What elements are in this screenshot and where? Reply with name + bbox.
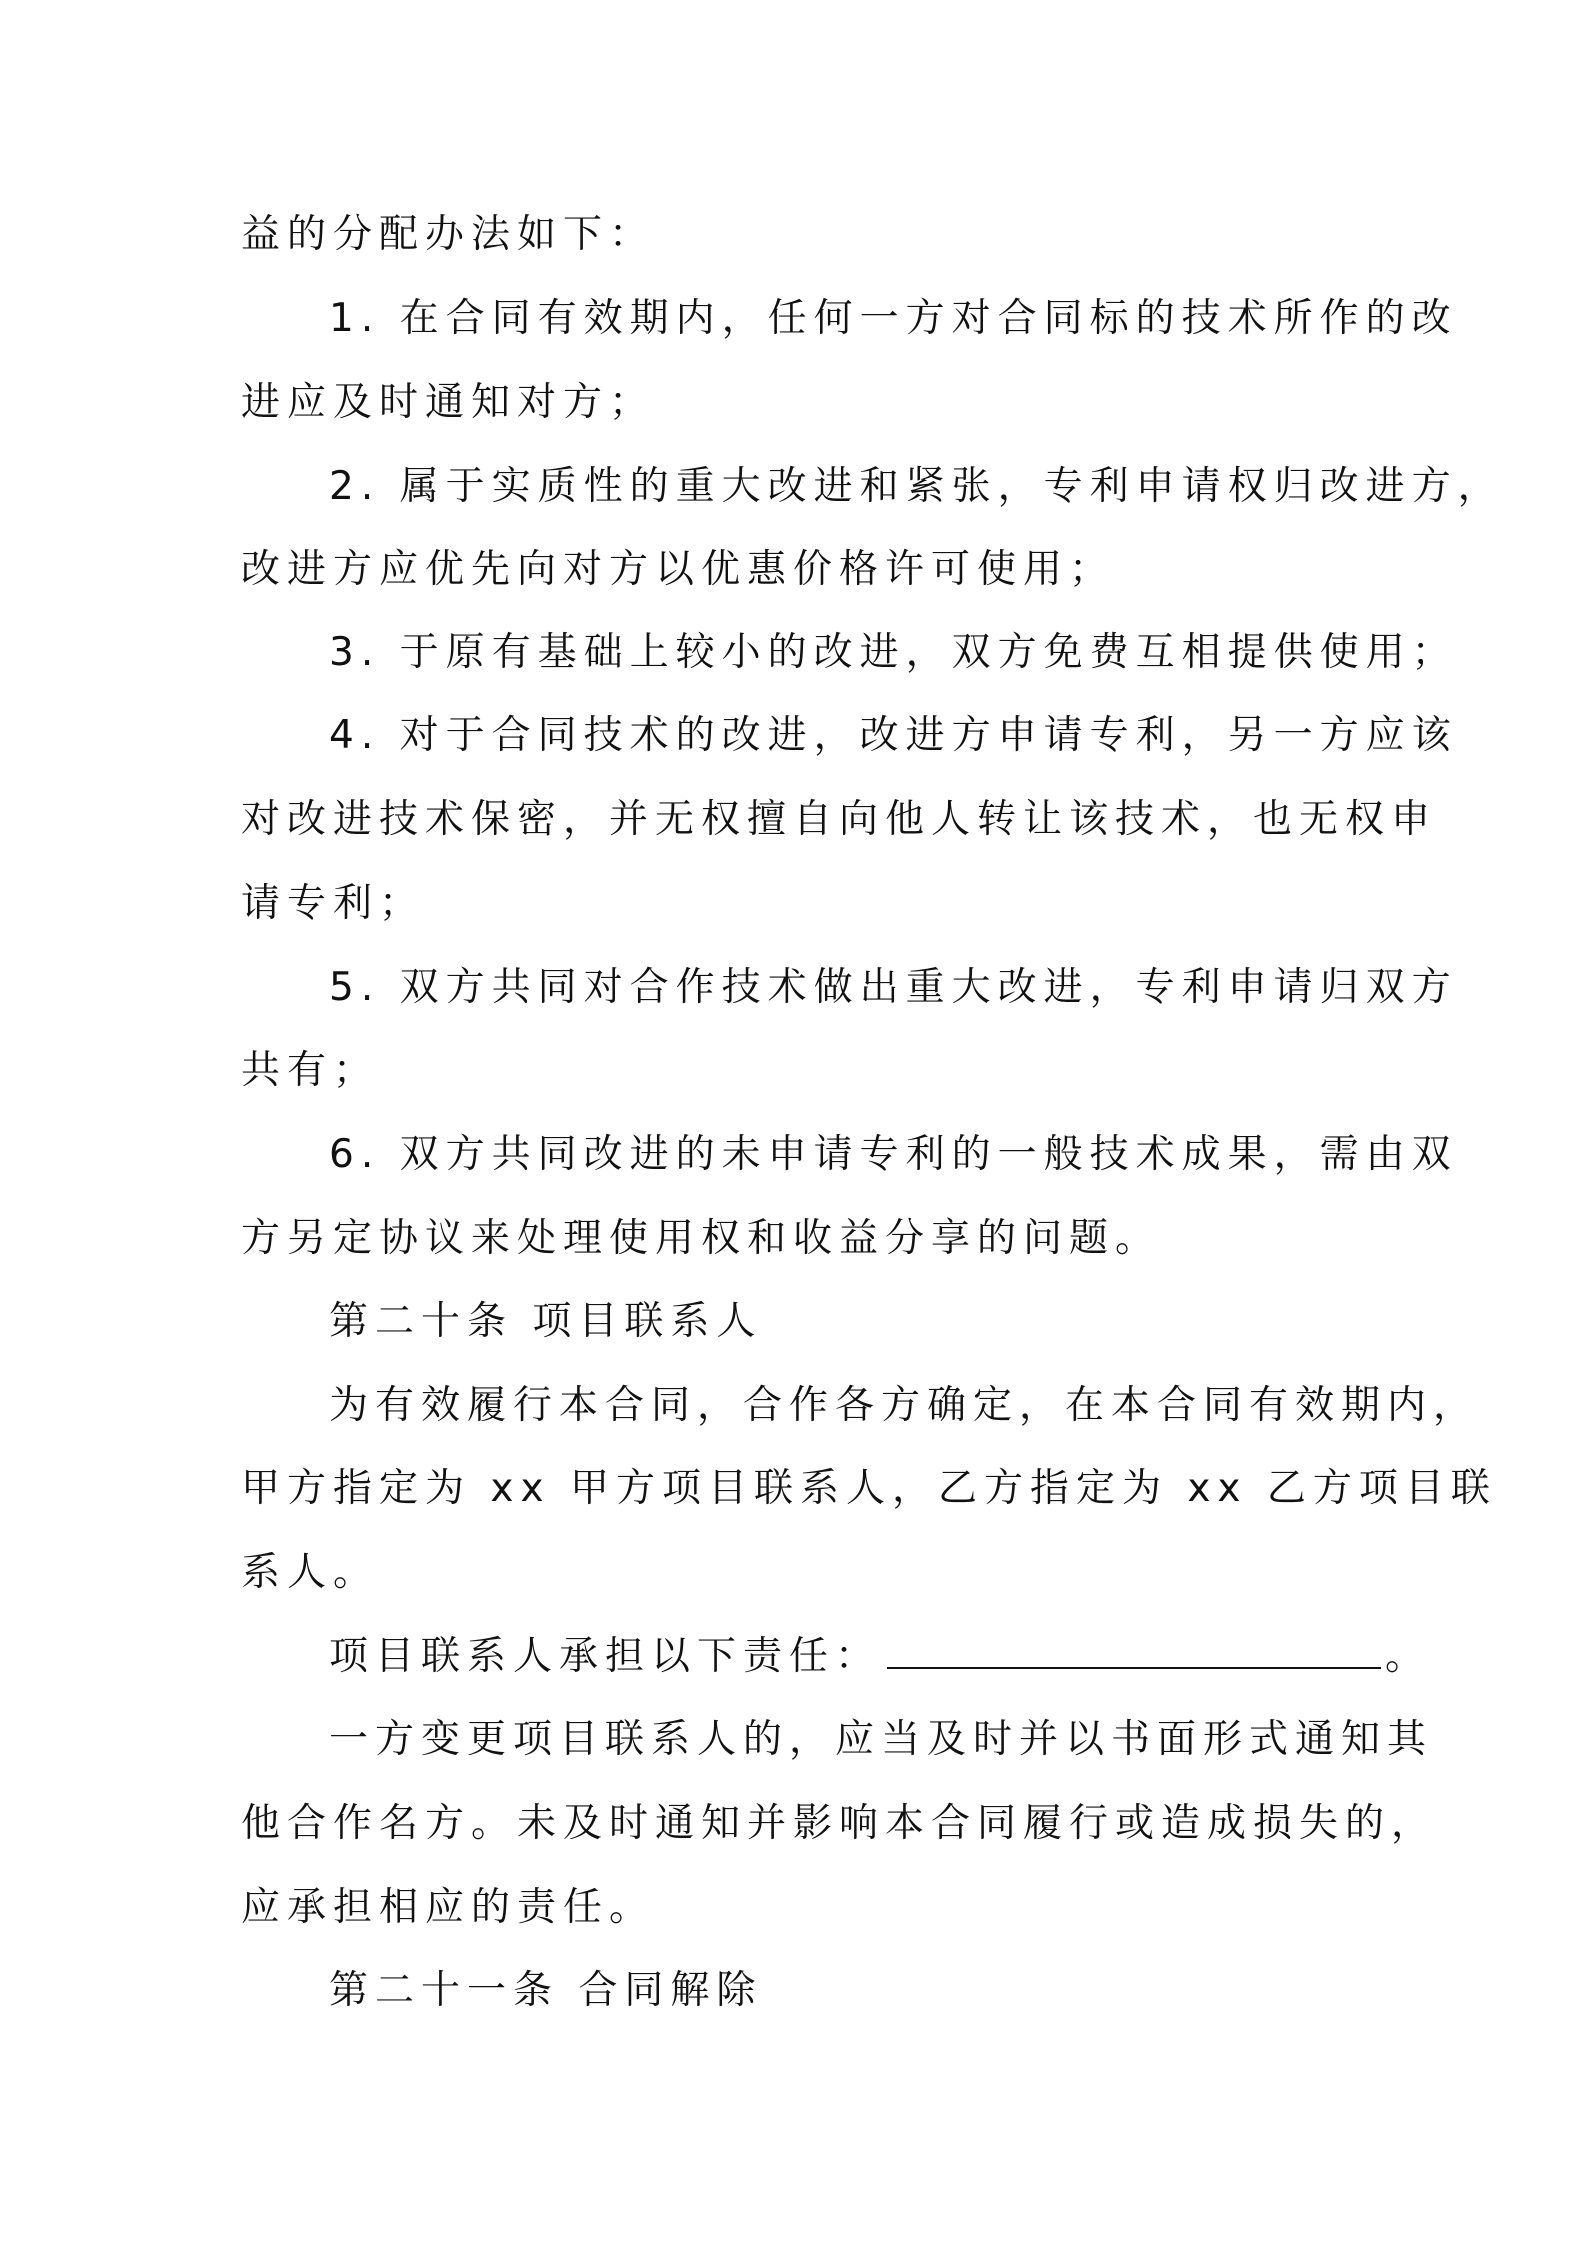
text-segment: 。 xyxy=(1385,1634,1432,1679)
text-line-with-blank xyxy=(329,1632,1431,1682)
text-line: 进应及时通知对方； xyxy=(241,380,656,425)
text-line: 方另定协议来处理使用权和收益分享的问题。 xyxy=(241,1216,1162,1261)
text-line: 共有； xyxy=(241,1048,380,1093)
text-line: 系人。 xyxy=(241,1550,380,1595)
text-line: 6. 双方共同改进的未申请专利的一般技术成果，需由双 xyxy=(329,1132,1458,1177)
fill-in-blank xyxy=(887,1635,1381,1669)
text-segment: 项目联系人承担以下责任： xyxy=(329,1634,882,1679)
text-line: 应承担相应的责任。 xyxy=(241,1885,656,1930)
text-line: 2. 属于实质性的重大改进和紧张，专利申请权归改进方， xyxy=(329,464,1504,509)
text-line: 他合作名方。未及时通知并影响本合同履行或造成损失的， xyxy=(241,1801,1438,1846)
text-line: 甲方指定为 xx 甲方项目联系人，乙方指定为 xx 乙方项目联 xyxy=(241,1466,1497,1511)
text-line: 益的分配办法如下： xyxy=(241,212,656,257)
text-line: 1. 在合同有效期内，任何一方对合同标的技术所作的改 xyxy=(329,296,1458,341)
text-line: 3. 于原有基础上较小的改进，双方免费互相提供使用； xyxy=(329,630,1458,675)
text-line: 对改进技术保密，并无权擅自向他人转让该技术，也无权申 xyxy=(241,797,1438,842)
text-line: 一方变更项目联系人的，应当及时并以书面形式通知其 xyxy=(329,1717,1434,1762)
text-line: 请专利； xyxy=(241,881,426,926)
text-line: 5. 双方共同对合作技术做出重大改进，专利申请归双方 xyxy=(329,965,1458,1010)
text-line: 4. 对于合同技术的改进，改进方申请专利，另一方应该 xyxy=(329,713,1458,758)
text-line: 为有效履行本合同，合作各方确定，在本合同有效期内， xyxy=(329,1383,1480,1428)
section-heading: 第二十一条 合同解除 xyxy=(329,1968,763,2013)
section-heading: 第二十条 项目联系人 xyxy=(329,1299,763,1344)
text-line: 改进方应优先向对方以优惠价格许可使用； xyxy=(241,547,1116,592)
